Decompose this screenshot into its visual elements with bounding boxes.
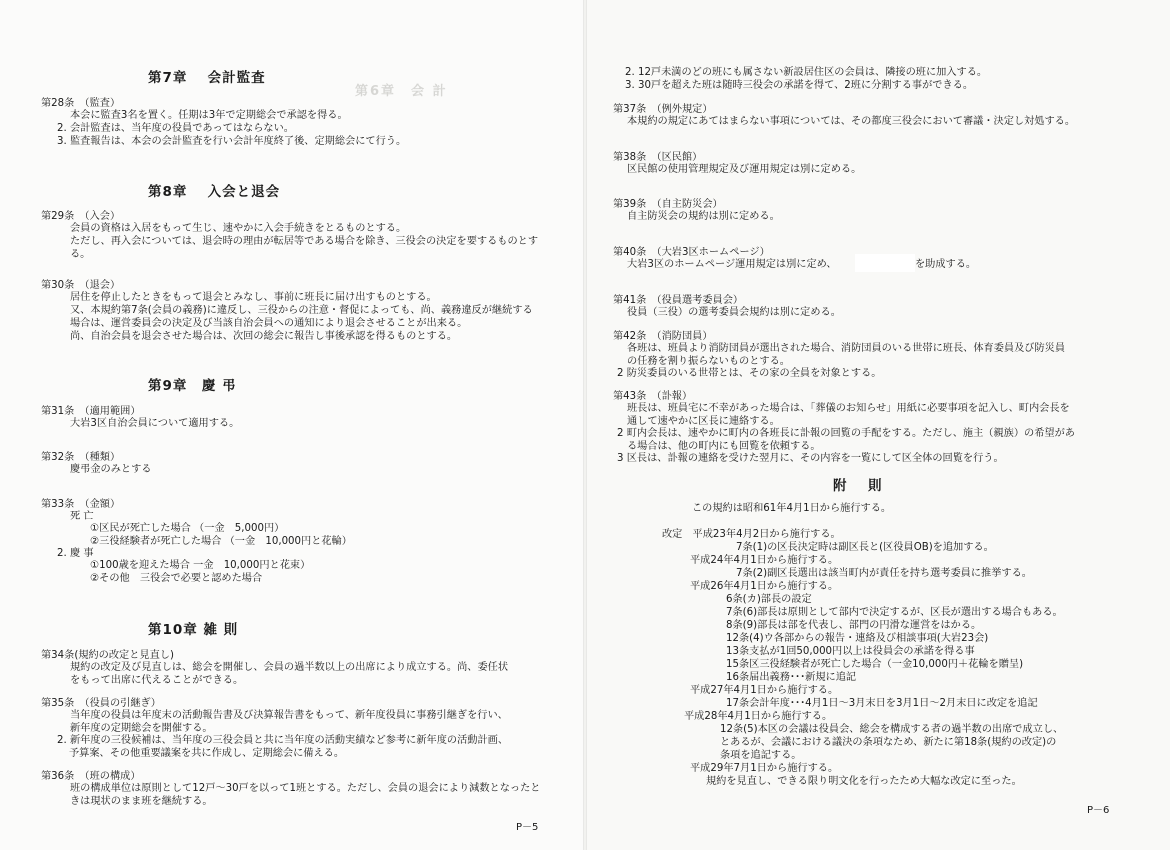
article-37-body <box>627 115 1075 128</box>
article-33-item: ①区民が死亡した場合 （一金 5,000円） <box>90 523 285 534</box>
article-34-heading: 第34条(規約の改定と見直し) <box>41 650 174 661</box>
revision-line: 7条(1)の区長決定時は副区長と(区役員OB)を追加する。 <box>736 542 994 553</box>
article-33-sub1: 死 亡 <box>70 511 94 522</box>
redaction-box <box>855 254 915 272</box>
revision-line: とあるが、会議における議決の条項なため、新たに第18条(規約の改定)の <box>720 737 1057 748</box>
article-29-line: る。 <box>70 249 91 260</box>
bleed-through-text: 第6章 会 計 <box>355 84 448 99</box>
revision-line: 13条支払が1回50,000円以上は役員会の承諾を得る事 <box>726 646 975 657</box>
article-36-continuation <box>625 66 987 92</box>
article-41-heading: 第41条 （役員選考委員会） <box>613 295 744 306</box>
revision-line: 7条(2)副区長選出は該当町内が責任を持ち選考委員に推挙する。 <box>736 568 1032 579</box>
article-31-body <box>70 417 239 430</box>
article-36-body <box>70 782 540 808</box>
article-35-line: 新年度の定期総会を開催する。 <box>70 723 213 734</box>
article-29-body <box>70 222 538 261</box>
article-43-line: る場合は、他の町内にも回覧を依頼する。 <box>627 441 821 452</box>
article-32-line: 慶弔金のみとする <box>70 464 152 475</box>
book-spine <box>583 0 587 850</box>
article-40-line-b: を助成する。 <box>915 259 977 270</box>
article-40-line-a: 大岩3区のホームページ運用規定は別に定め、 <box>627 259 837 270</box>
article-42-line: 2 防災委員のいる世帯とは、その家の全員を対象とする。 <box>617 368 882 379</box>
article-28-line: 本会に監査3名を置く。任期は3年で定期総会で承認を得る。 <box>70 110 348 121</box>
article-33-item: ①100歳を迎えた場合 一金 10,000円と花束） <box>90 560 311 571</box>
article-30-line: 又、本規約第7条(会員の義務)に違反し、三役からの注意・督促によっても、尚、義務違反が継続する <box>70 305 533 316</box>
article-36-line: 班の構成単位は原則として12戸～30戸を以って1班とする。ただし、会員の退会により減数となったと <box>70 783 541 794</box>
article-37-line: 本規約の規定にあてはまらない事項については、その都度三役会において審議・決定し対処する。 <box>627 116 1076 127</box>
revision-line: 平成27年4月1日から施行する。 <box>690 685 839 696</box>
article-28-body <box>70 109 348 122</box>
article-41-body <box>627 306 841 319</box>
article-38-line: 区民館の使用管理規定及び運用規定は別に定める。 <box>627 164 862 175</box>
article-31-line: 大岩3区自治会員について適用する。 <box>70 418 240 429</box>
article-35-heading: 第35条 （役員の引継ぎ） <box>41 698 161 709</box>
page-number: P－5 <box>516 822 539 833</box>
article-32-body <box>70 463 152 476</box>
article-30-heading: 第30条 （退会） <box>41 280 121 291</box>
revision-line: 15条区三役経験者が死亡した場合（一金10,000円＋花輪を贈呈) <box>726 659 1024 670</box>
article-34-body <box>70 661 508 687</box>
article-40-heading: 第40条 （大岩3区ホームページ） <box>613 247 770 258</box>
article-32-heading: 第32条 （種類） <box>41 452 121 463</box>
article-43-line: 3 区長は、訃報の連絡を受けた翌月に、その内容を一覧にして区全体の回覧を行う。 <box>617 453 1004 464</box>
revision-line: 条項を追記する。 <box>720 750 802 761</box>
article-37-heading: 第37条 （例外規定） <box>613 104 713 115</box>
article-31-heading: 第31条 （適用範囲） <box>41 406 141 417</box>
article-34-line: をもって出席に代えることができる。 <box>70 675 244 686</box>
article-33-sub2-items <box>90 559 310 585</box>
chapter-7-title: 第7章 会計監査 <box>148 70 266 86</box>
revision-line: 平成28年4月1日から施行する。 <box>684 711 833 722</box>
article-43-body <box>627 402 1070 428</box>
article-28-line: 2. 会計監査は、当年度の役員であってはならない。 <box>57 123 294 134</box>
article-43-line: 2 町内会長は、速やかに町内の各班長に訃報の回覧の手配をする。ただし、施主（親族）の希望があ <box>617 428 1075 439</box>
article-35-line: 当年度の役員は年度末の活動報告書及び決算報告書をもって、新年度役員に事務引継ぎを行い、 <box>70 710 508 721</box>
article-36-heading: 第36条 （班の構成） <box>41 771 141 782</box>
article-29-line: ただし、再入会については、退会時の理由が転居等である場合を除き、三役会の決定を要するものとす <box>70 236 539 247</box>
chapter-8-title: 第8章 入会と退会 <box>148 184 281 200</box>
effective-date-line: この規約は昭和61年4月1日から施行する。 <box>692 503 892 514</box>
article-28-heading: 第28条 （監査） <box>41 98 121 109</box>
article-39-heading: 第39条 （自主防災会） <box>613 199 723 210</box>
revision-line: 7条(6)部長は原則として部内で決定するが、区長が選出する場合もある。 <box>726 607 1063 618</box>
article-34-line: 規約の改定及び見直しは、総会を開催し、会員の過半数以上の出席により成立する。尚、委任状 <box>70 662 509 673</box>
article-43-line: 通して速やかに区長に連絡する。 <box>627 416 780 427</box>
article-43-item-3 <box>617 452 1004 465</box>
revision-history <box>662 528 1063 788</box>
article-42-line: の任務を割り振らないものとする。 <box>627 356 790 367</box>
supplementary-provisions-title: 附 則 <box>833 478 886 494</box>
article-33-item: ②三役経験者が死亡した場合 （一金 10,000円と花輪） <box>90 536 352 547</box>
article-33-sub1-items <box>90 522 352 548</box>
article-36-line: きは現状のまま班を継続する。 <box>70 796 213 807</box>
article-35-line: 2. 新年度の三役候補は、当年度の三役会員と共に当年度の活動実績など参考に新年度の活動計画、 <box>57 735 509 746</box>
revision-line: 12条(5)本区の会議は役員会、総会を構成する者の過半数の出席で成立し、 <box>720 724 1064 735</box>
article-35-item-2 <box>57 734 508 760</box>
article-42-body <box>627 342 1065 368</box>
article-42-line: 各班は、班員より消防団員が選出された場合、消防団員のいる世帯に班長、体育委員及び防災員 <box>627 343 1066 354</box>
article-43-heading: 第43条 （訃報） <box>613 391 693 402</box>
revision-line: 17条会計年度･･･4月1日～3月末日を3月1日～2月末日に改定を追記 <box>726 698 1038 709</box>
article-35-body <box>70 709 508 735</box>
article-33-heading: 第33条 （金額） <box>41 499 121 510</box>
revision-line: 16条届出義務･･･新規に追記 <box>726 672 857 683</box>
article-30-line: 尚、自治会員を退会させた場合は、次回の総会に報告し事後承認を得るものとする。 <box>70 331 458 342</box>
article-28-items <box>57 122 406 148</box>
revision-line: 12条(4)ウ各部からの報告・連絡及び相談事項(大岩23会) <box>726 633 989 644</box>
revision-line: 8条(9)部長は部を代表し、部門の円滑な運営をはかる。 <box>726 620 982 631</box>
article-42-item-2 <box>617 367 881 380</box>
article-38-heading: 第38条 （区民館） <box>613 152 703 163</box>
article-39-body <box>627 210 780 223</box>
article-41-line: 役員（三役）の選考委員会規約は別に定める。 <box>627 307 841 318</box>
article-28-line: 3. 監査報告は、本会の会計監査を行い会計年度終了後、定期総会にて行う。 <box>57 136 407 147</box>
right-page <box>585 0 1170 850</box>
article-39-line: 自主防災会の規約は別に定める。 <box>627 211 780 222</box>
chapter-9-title: 第9章 慶 弔 <box>148 378 237 394</box>
continuation-line: 3. 30戸を超えた班は随時三役会の承諾を得て、2班に分割する事ができる。 <box>625 80 974 91</box>
revision-line: 改定 平成23年4月2日から施行する。 <box>662 529 841 540</box>
revision-line: 6条(カ)部長の設定 <box>726 594 812 605</box>
article-33-item: ②その他 三役会で必要と認めた場合 <box>90 573 263 584</box>
article-43-line: 班長は、班員宅に不幸があった場合は、「葬儀のお知らせ」用紙に必要事項を記入し、町内会長を <box>627 403 1070 414</box>
article-29-line: 会員の資格は入居をもって生じ、速やかに入会手続きをとるものとする。 <box>70 223 407 234</box>
revision-line: 規約を見直し、できる限り明文化を行ったため大幅な改定に至った。 <box>706 776 1022 787</box>
article-43-item-2 <box>617 427 1075 453</box>
article-30-line: 場合は、運営委員会の決定及び当該自治会員への通知により退会させることが出来る。 <box>70 318 468 329</box>
continuation-line: 2. 12戸未満のどの班にも属さない新設居住区の会員は、隣接の班に加入する。 <box>625 67 988 78</box>
article-30-line: 居住を停止したときをもって退会とみなし、事前に班長に届け出すものとする。 <box>70 292 437 303</box>
chapter-10-title: 第10章 雑 則 <box>148 622 239 638</box>
article-42-heading: 第42条 （消防団員） <box>613 331 713 342</box>
revision-line: 平成24年4月1日から施行する。 <box>690 555 839 566</box>
revision-line: 平成26年4月1日から施行する。 <box>690 581 839 592</box>
article-29-heading: 第29条 （入会） <box>41 211 121 222</box>
article-33-sub2: 2. 慶 事 <box>57 548 94 559</box>
page-number: P－6 <box>1087 805 1110 816</box>
article-35-line: 予算案、その他重要議案を共に作成し、定期総会に備える。 <box>69 748 345 759</box>
revision-line: 平成29年7月1日から施行する。 <box>690 763 839 774</box>
article-30-body <box>70 291 533 343</box>
article-38-body <box>627 163 861 176</box>
